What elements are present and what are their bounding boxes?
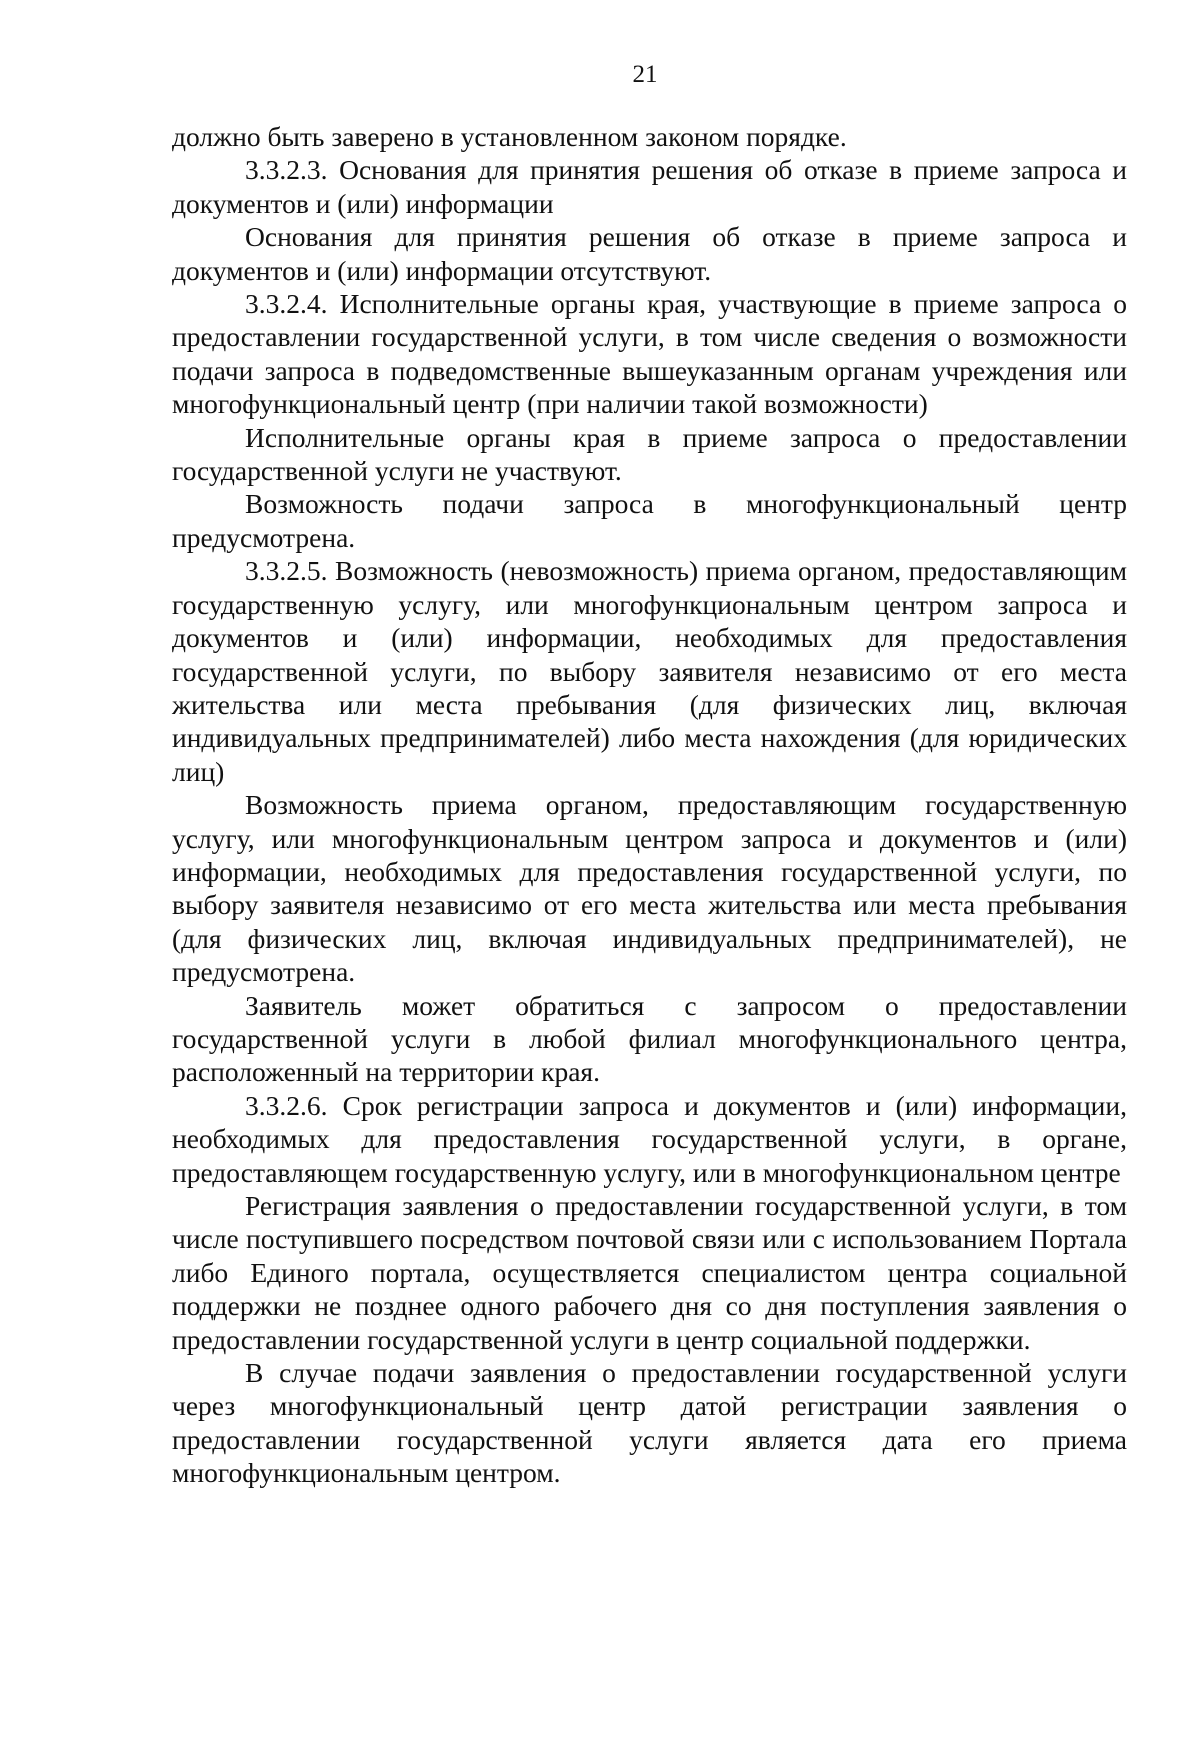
paragraph: Заявитель может обратиться с запросом о предоставлении государственной услуги в любой филиал многофункционального центра, расположенный на территории края. [172,989,1127,1088]
section-heading-3-3-2-6: 3.3.2.6. Срок регистрации запроса и документов и (или) информации, необходимых для предоставления государственной услуги, в органе, предоставляющем государственную услугу, или в многофункциональном центре [172,1089,1127,1188]
paragraph: Возможность подачи запроса в многофункциональный центр предусмотрена. [172,488,1127,553]
section-heading-3-3-2-4: 3.3.2.4. Исполнительные органы края, участвующие в приеме запроса о предоставлении государственной услуги, в том числе сведения о возможности подачи запроса в подведомственные вышеуказанным органам учреждения или многофункциональный центр (при наличии такой возможности) [172,288,1127,420]
section-heading-3-3-2-3: 3.3.2.3. Основания для принятия решения об отказе в приеме запроса и документов и (или) информации [172,154,1127,219]
paragraph: В случае подачи заявления о предоставлении государственной услуги через многофункциональный центр датой регистрации заявления о предоставлении государственной услуги является дата его приема многофункциональным центром. [172,1357,1127,1489]
paragraph: Регистрация заявления о предоставлении государственной услуги, в том числе поступившего посредством почтовой связи или с использованием Портала либо Единого портала, осуществляется специалистом центра социальной поддержки не позднее одного рабочего дня со дня поступления заявления о предоставлении государственной услуги в центр социальной поддержки. [172,1190,1127,1355]
paragraph: Основания для принятия решения об отказе в приеме запроса и документов и (или) информации отсутствуют. [172,221,1127,286]
paragraph-continuation: должно быть заверено в установленном законом порядке. [172,121,847,152]
paragraph: Исполнительные органы края в приеме запроса о предоставлении государственной услуги не участвуют. [172,421,1127,487]
paragraph: Возможность приема органом, предоставляющим государственную услугу, или многофункциональным центром запроса и документов и (или) информации, необходимых для предоставления государственной услуги, по выбору заявителя независимо от его места жительства или места пребывания (для физических лиц, включая индивидуальных предпринимателей), не предусмотрена. [172,789,1127,988]
page-number: 21 [632,61,658,88]
document-body [172,120,1127,1490]
section-heading-3-3-2-5: 3.3.2.5. Возможность (невозможность) приема органом, предоставляющим государственную услугу, или многофункциональным центром запроса и документов и (или) информации, необходимых для предоставления государственной услуги, по выбору заявителя независимо от его места жительства или места пребывания (для физических лиц, включая индивидуальных предпринимателей) либо места нахождения (для юридических лиц) [172,555,1127,787]
